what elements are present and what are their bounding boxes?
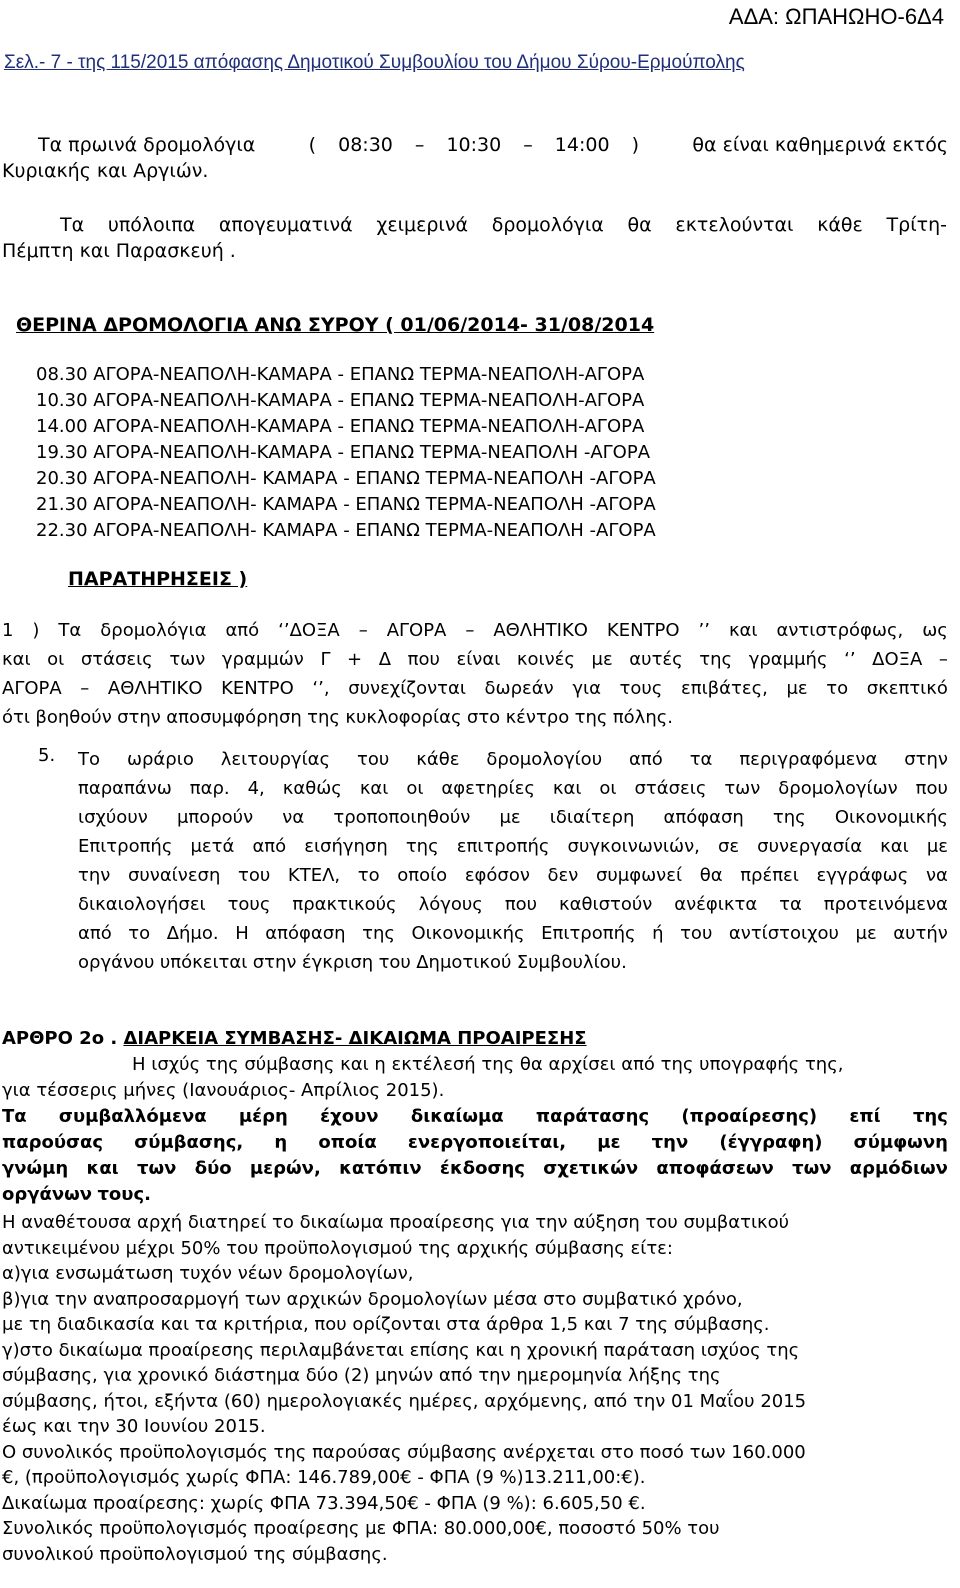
remarks-title: ΠΑΡΑΤΗΡΗΣΕΙΣ ) — [68, 568, 248, 590]
word: της — [772, 807, 806, 828]
option-right-line — [2, 1156, 948, 1182]
word: (έγγραφη) — [719, 1132, 823, 1153]
word: των — [724, 778, 761, 799]
remarks-line — [2, 645, 948, 674]
schedule-row: 21.30 ΑΓΟΡΑ-ΝΕΑΠΟΛΗ- ΚΑΜΑΡΑ - ΕΠΑΝΩ ΤΕΡΜΑ-ΝΕΑΠΟΛΗ -ΑΓΟΡΑ — [36, 494, 656, 515]
word: στην — [904, 749, 948, 770]
word: επιτροπής — [456, 836, 550, 857]
word: ΑΓΟΡΑ — [2, 678, 62, 699]
word: η — [274, 1132, 288, 1153]
word: αποφάσεων — [656, 1158, 774, 1179]
word: είναι — [456, 649, 501, 670]
word: ‘’ — [844, 649, 856, 670]
summer-schedule-title: ΘΕΡΙΝΑ ΔΡΟΜΟΛΟΓΙΑ ΑΝΩ ΣΥΡΟΥ ( 01/06/2014- 31/08/2014 — [16, 314, 655, 336]
word: απόφαση — [265, 923, 346, 944]
word: και — [359, 778, 389, 799]
point-5-line — [78, 745, 948, 774]
word: συμβαλλόμενα — [58, 1106, 207, 1127]
article-2-detail-line: Ο συνολικός προϋπολογισμός της παρούσας σύμβασης ανέρχεται στο ποσό των 160.000 — [2, 1441, 806, 1463]
word: που — [504, 894, 538, 915]
word: αυτές — [629, 649, 683, 670]
article-2-detail-line: β)για την αναπροσαρμογή των αρχικών δρομολογίων μέσα στο συμβατικό χρόνο, — [2, 1288, 743, 1310]
word: γραμμής — [748, 649, 828, 670]
word: τους — [619, 678, 663, 699]
schedule-row: 10.30 ΑΓΟΡΑ-ΝΕΑΠΟΛΗ-ΚΑΜΑΡΑ - ΕΠΑΝΩ ΤΕΡΜΑ-ΝΕΑΠΟΛΗ-ΑΓΟΡΑ — [36, 390, 645, 411]
article-2-details — [2, 1210, 806, 1567]
word: ιδιαίτερη — [549, 807, 635, 828]
word: της — [405, 836, 439, 857]
word: καθώς — [282, 778, 342, 799]
schedule-row: 22.30 ΑΓΟΡΑ-ΝΕΑΠΟΛΗ- ΚΑΜΑΡΑ - ΕΠΑΝΩ ΤΕΡΜΑ-ΝΕΑΠΟΛΗ -ΑΓΟΡΑ — [36, 520, 656, 541]
article-2-detail-line: αντικειμένου μέχρι 50% του προϋπολογισμού της αρχικής σύμβασης είτε: — [2, 1237, 673, 1259]
intro-line-1-left: Τα πρωινά δρομολόγια — [38, 134, 256, 156]
word: της — [362, 923, 395, 944]
word: – — [938, 649, 948, 670]
word: οργάνων — [2, 1184, 93, 1205]
word: υπόκειται — [159, 952, 248, 973]
schedule-row: 14.00 ΑΓΟΡΑ-ΝΕΑΠΟΛΗ-ΚΑΜΑΡΑ - ΕΠΑΝΩ ΤΕΡΜΑ-ΝΕΑΠΟΛΗ-ΑΓΟΡΑ — [36, 416, 645, 437]
word: κέντρο — [505, 707, 570, 728]
article-2-detail-line: με τη διαδικασία και τα κριτήρια, που ορίζονται στα άρθρα 1,5 και 7 της σύμβασης. — [2, 1314, 770, 1335]
word: πόλης. — [612, 707, 674, 728]
word: των — [169, 649, 206, 670]
word: Επιτροπής — [541, 923, 636, 944]
word: έχουν — [320, 1106, 379, 1127]
word: ’’ — [698, 620, 710, 641]
intro-word: Τα — [60, 214, 85, 236]
word: ΚΕΝΤΡΟ — [606, 620, 680, 641]
word: (προαίρεσης) — [681, 1106, 818, 1127]
word: Δημοτικού — [416, 952, 512, 973]
word: στάσεις — [634, 778, 707, 799]
word: ) — [32, 620, 40, 641]
word: τους — [227, 894, 271, 915]
word: τα — [689, 749, 713, 770]
word: παρ. — [189, 778, 230, 799]
word: στο — [466, 707, 501, 728]
word: 4, — [247, 778, 265, 799]
word: τους. — [97, 1184, 151, 1205]
remarks-line — [2, 674, 948, 703]
word: μπορούν — [176, 807, 254, 828]
word: της — [699, 649, 733, 670]
point-5-line — [78, 861, 948, 890]
article-2-heading — [2, 1028, 587, 1049]
article-2-detail-line: Συνολικός προϋπολογισμός προαίρεσης με ΦΠΑ: 80.000,00€, ποσοστό 50% του — [2, 1518, 720, 1539]
word: έγκριση — [301, 952, 374, 973]
word: την — [651, 1132, 689, 1153]
word: κυκλοφορίας — [345, 707, 462, 728]
word: Δήμο. — [166, 923, 219, 944]
word: ισχύουν — [78, 807, 148, 828]
word: παράτασης — [535, 1106, 650, 1127]
word: συμφωνεί — [595, 865, 683, 886]
intro-word: κάθε — [817, 214, 863, 236]
point-5-paragraph — [78, 745, 948, 977]
word: συναίνεση — [127, 865, 221, 886]
word: ή — [652, 923, 664, 944]
word: στην — [117, 707, 161, 728]
word: εισήγηση — [304, 836, 388, 857]
word: του — [680, 923, 713, 944]
point-5-line — [78, 890, 948, 919]
word: που — [407, 649, 440, 670]
intro-line-3 — [60, 214, 947, 236]
word: και — [2, 649, 31, 670]
word: δωρεάν — [484, 678, 554, 699]
article-2-detail-line: έως και την 30 Ιουνίου 2015. — [2, 1416, 266, 1437]
word: τροποποιηθούν — [333, 807, 471, 828]
word: ΚΕΝΤΡΟ — [221, 678, 294, 699]
word: – — [465, 620, 475, 641]
word: να — [925, 865, 948, 886]
word: παρούσας — [2, 1132, 104, 1153]
word: συνεχίζονται — [348, 678, 466, 699]
word: εφόσον — [464, 865, 530, 886]
word: με — [926, 836, 948, 857]
word: παραπάνω — [78, 778, 172, 799]
word: απόφαση — [663, 807, 744, 828]
article-2-option-rights — [2, 1104, 948, 1208]
word: του — [238, 865, 271, 886]
word: κοινές — [516, 649, 575, 670]
word: γραμμών — [221, 649, 304, 670]
word: επί — [849, 1106, 881, 1127]
word: Συμβουλίου. — [516, 952, 627, 973]
word: Επιτροπής — [78, 836, 173, 857]
article-2-validity-line-2: για τέσσερις μήνες (Ιανουάριος- Απρίλιος 2015). — [2, 1080, 445, 1101]
word: Δ — [378, 649, 392, 670]
word: – — [358, 620, 368, 641]
article-2-detail-line: Δικαίωμα προαίρεσης: χωρίς ΦΠΑ 73.394,50€ - ΦΠΑ (9 %): 6.605,50 €. — [2, 1492, 646, 1514]
remarks-line — [2, 616, 948, 645]
word: δικαιολογήσει — [78, 894, 206, 915]
word: από — [225, 620, 260, 641]
word: ως — [922, 620, 948, 641]
word: το — [826, 678, 849, 699]
remarks-paragraph — [2, 616, 948, 732]
word: ΑΘΛΗΤΙΚΟ — [107, 678, 203, 699]
word: εγγράφως — [816, 865, 909, 886]
word: ΔΟΞΑ — [872, 649, 923, 670]
word: σε — [717, 836, 740, 857]
word: της — [574, 707, 608, 728]
word: των — [137, 1158, 177, 1179]
word: ωράριο — [126, 749, 194, 770]
word: σχετικών — [543, 1158, 639, 1179]
word: κάθε — [416, 749, 460, 770]
word: οποία — [318, 1132, 377, 1153]
word: Οικονομικής — [411, 923, 525, 944]
word: περιγραφόμενα — [739, 749, 878, 770]
word: Οικονομικής — [834, 807, 948, 828]
point-5-line — [78, 803, 948, 832]
word: 1 — [2, 620, 14, 641]
option-right-line — [2, 1104, 948, 1130]
intro-word: υπόλοιπα — [107, 214, 196, 236]
word: ‘’ΔΟΞΑ — [278, 620, 340, 641]
word: οποίο — [397, 865, 448, 886]
word: Γ — [320, 649, 331, 670]
ada-code: ΑΔΑ: ΩΠΑΗΩΗΟ-6Δ4 — [728, 4, 944, 29]
word: με — [591, 649, 613, 670]
word: μετά — [190, 836, 235, 857]
word: δρομολογίων — [778, 778, 898, 799]
word: αρμόδιων — [849, 1158, 948, 1179]
word: με — [499, 807, 521, 828]
intro-line-1-mid: ( 08:30 – 10:30 – 14:00 ) — [308, 134, 639, 156]
article-2-detail-line: σύμβασης, για χρονικό διάστημα δύο (2) μηνών από την ημερομηνία λήξης της — [2, 1365, 721, 1386]
word: αντίστοιχου — [728, 923, 839, 944]
word: σύμφωνη — [853, 1132, 948, 1153]
intro-line-1-right: θα είναι καθημερινά εκτός — [692, 134, 948, 156]
word: στάσεις — [80, 649, 153, 670]
intro-word: απογευματινά — [218, 214, 353, 236]
word: και — [552, 778, 582, 799]
remarks-line — [2, 703, 948, 732]
word: από — [252, 836, 287, 857]
word: ΑΘΛΗΤΙΚΟ — [493, 620, 588, 641]
word: δεν — [547, 865, 579, 886]
word: το — [128, 923, 151, 944]
word: ανέφικτα — [674, 894, 758, 915]
word: αφετηρίες — [441, 778, 535, 799]
word: Τα — [2, 1106, 27, 1127]
word: – — [80, 678, 90, 699]
word: με — [855, 923, 877, 944]
intro-word: δρομολόγια — [491, 214, 604, 236]
intro-word: χειμερινά — [376, 214, 469, 236]
word: στην — [252, 952, 297, 973]
point-5-line — [78, 832, 948, 861]
word: πρέπει — [740, 865, 799, 886]
word: γνώμη — [2, 1158, 69, 1179]
word: ενεργοποιείται, — [407, 1132, 567, 1153]
word: μέρη — [238, 1106, 288, 1127]
point-5-line — [78, 948, 948, 977]
intro-word: θα — [627, 214, 652, 236]
word: να — [282, 807, 305, 828]
word: την — [78, 865, 111, 886]
word: σύμβασης, — [134, 1132, 244, 1153]
word: αποσυμφόρηση — [166, 707, 302, 728]
word: λόγους — [418, 894, 483, 915]
word: λειτουργίας — [220, 749, 331, 770]
schedule-row: 20.30 ΑΓΟΡΑ-ΝΕΑΠΟΛΗ- ΚΑΜΑΡΑ - ΕΠΑΝΩ ΤΕΡΜΑ-ΝΕΑΠΟΛΗ -ΑΓΟΡΑ — [36, 468, 656, 489]
article-2-title: ΔΙΑΡΚΕΙΑ ΣΥΜΒΑΣΗΣ- ΔΙΚΑΙΩΜΑ ΠΡΟΑΙΡΕΣΗΣ — [123, 1028, 587, 1049]
word: από — [629, 749, 663, 770]
word: με — [597, 1132, 621, 1153]
word: δρομολόγια — [100, 620, 207, 641]
word: μερών, — [249, 1158, 321, 1179]
word: από — [78, 923, 112, 944]
word: συγκοινωνιών, — [567, 836, 700, 857]
word: οι — [47, 649, 65, 670]
word: με — [786, 678, 808, 699]
word: αυτήν — [893, 923, 948, 944]
page-reference: Σελ.- 7 - της 115/2015 απόφασης Δημοτικού Συμβουλίου του Δήμου Σύρου-Ερμούπολης — [4, 52, 745, 73]
article-2-detail-line: συνολικού προϋπολογισμού της σύμβασης. — [2, 1543, 388, 1565]
word: προτεινόμενα — [823, 894, 948, 915]
word: και — [880, 836, 909, 857]
word: των — [792, 1158, 832, 1179]
intro-line-2: Κυριακής και Αργιών. — [2, 160, 209, 182]
word: το — [357, 865, 380, 886]
word: του — [357, 749, 390, 770]
word: δικαίωμα — [410, 1106, 504, 1127]
word: της — [307, 707, 340, 728]
word: οι — [406, 778, 424, 799]
schedule-row: 19.30 ΑΓΟΡΑ-ΝΕΑΠΟΛΗ-ΚΑΜΑΡΑ - ΕΠΑΝΩ ΤΕΡΜΑ-ΝΕΑΠΟΛΗ -ΑΓΟΡΑ — [36, 442, 651, 463]
intro-word: εκτελούνται — [675, 214, 794, 236]
option-right-line — [2, 1130, 948, 1156]
word: έκδοσης — [439, 1158, 525, 1179]
point-5-number: 5. — [38, 745, 56, 766]
word: αντιστρόφως, — [776, 620, 904, 641]
schedule-row: 08.30 ΑΓΟΡΑ-ΝΕΑΠΟΛΗ-ΚΑΜΑΡΑ - ΕΠΑΝΩ ΤΕΡΜΑ-ΝΕΑΠΟΛΗ-ΑΓΟΡΑ — [36, 364, 645, 385]
word: Η — [235, 923, 249, 944]
word: για — [572, 678, 601, 699]
word: που — [915, 778, 948, 799]
article-2-detail-line: €, (προϋπολογισμός χωρίς ΦΠΑ: 146.789,00€ - ΦΠΑ (9 %)13.211,00:€). — [2, 1467, 646, 1488]
word: και — [728, 620, 758, 641]
word: ΑΓΟΡΑ — [386, 620, 447, 641]
word: θα — [699, 865, 723, 886]
article-2-detail-line: α)για ενσωμάτωση τυχόν νέων δρομολογίων, — [2, 1263, 414, 1284]
word: πρακτικούς — [292, 894, 397, 915]
word: σκεπτικό — [866, 678, 948, 699]
article-2-prefix: ΑΡΘΡΟ 2ο . — [2, 1028, 124, 1049]
word: οι — [599, 778, 617, 799]
summer-schedule-list — [36, 364, 656, 546]
article-2-detail-line: Η αναθέτουσα αρχή διατηρεί το δικαίωμα προαίρεσης για την αύξηση του συμβατικού — [2, 1212, 790, 1233]
word: συνεργασία — [757, 836, 863, 857]
word: του — [378, 952, 411, 973]
word: + — [347, 649, 363, 670]
word: της — [912, 1106, 948, 1127]
word: Το — [78, 749, 101, 770]
word: επιβάτες, — [681, 678, 768, 699]
word: οργάνου — [78, 952, 155, 973]
article-2-detail-line: γ)στο δικαίωμα προαίρεσης περιλαμβάνεται επίσης και η χρονική παράταση ισχύος της — [2, 1339, 800, 1361]
word: δρομολογίου — [486, 749, 603, 770]
intro-line-4: Πέμπτη και Παρασκευή . — [2, 240, 236, 262]
intro-word: Τρίτη- — [886, 214, 947, 236]
word: κατόπιν — [339, 1158, 422, 1179]
word: καθιστούν — [559, 894, 653, 915]
option-right-line — [2, 1182, 948, 1208]
article-2-validity-line-1: Η ισχύς της σύμβασης και η εκτέλεσή της θα αρχίσει από της υπογραφής της, — [132, 1054, 844, 1075]
word: βοηθούν — [35, 707, 112, 728]
word: ότι — [2, 707, 30, 728]
intro-line-1 — [38, 134, 948, 156]
point-5-line — [78, 774, 948, 803]
point-5-line — [78, 919, 948, 948]
word: τα — [779, 894, 802, 915]
word: δύο — [194, 1158, 232, 1179]
word: ΚΤΕΛ, — [287, 865, 341, 886]
word: και — [86, 1158, 119, 1179]
word: ‘’, — [312, 678, 330, 699]
article-2-detail-line: σύμβασης, ήτοι, εξήντα (60) ημερολογιακές ημέρες, αρχόμενης, από την 01 Μαΐου 2015 — [2, 1390, 807, 1412]
word: Τα — [58, 620, 82, 641]
